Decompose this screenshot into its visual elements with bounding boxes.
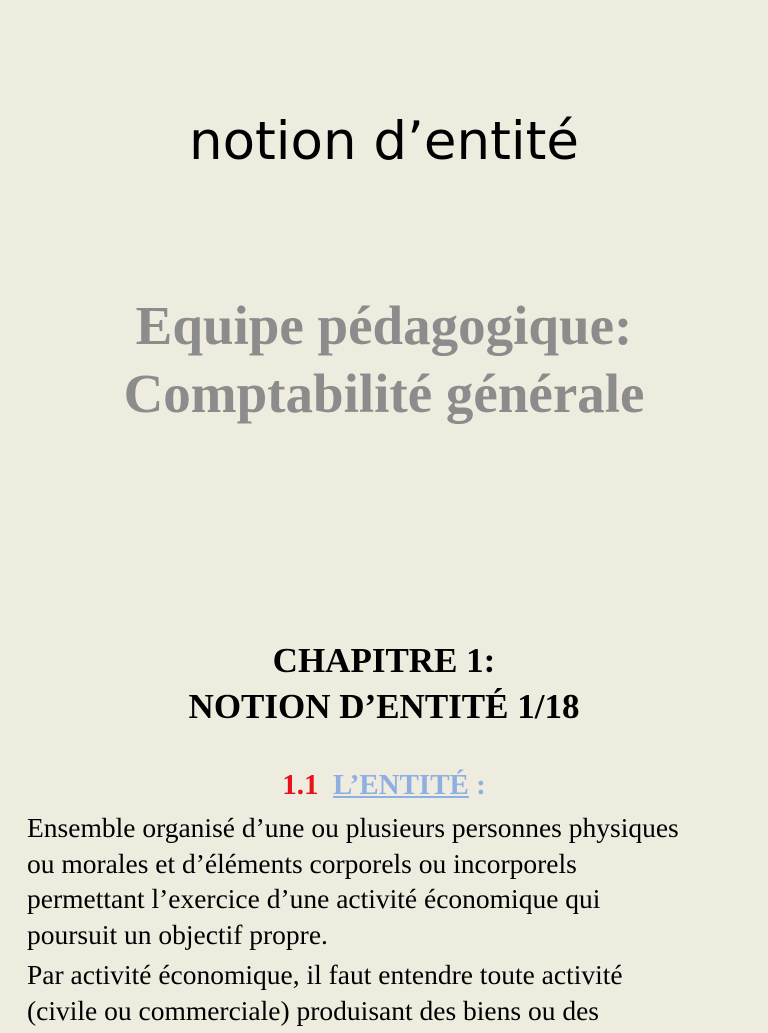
paragraph-definition [27,810,752,952]
chapter-line-1: CHAPITRE 1: [272,641,496,680]
chapter-line-2: NOTION D’ENTITÉ 1/18 [188,687,580,726]
chapter-heading [0,638,768,730]
section-colon: : [468,769,486,801]
slide-title: notion d’entité [189,111,579,172]
paragraph-line: poursuit un objectif propre. [27,918,328,950]
subtitle-line-1: Equipe pédagogique: [135,295,633,356]
body-text [27,810,752,1033]
paragraph-economic-activity [27,957,752,1028]
section-number: 1.1 [282,769,319,801]
subtitle [0,292,768,428]
subtitle-line-2: Comptabilité générale [123,363,645,424]
paragraph-line: Par activité économique, il faut entendre toute activité [27,959,623,990]
paragraph-line: (civile ou commerciale) produisant des biens ou des [27,994,599,1026]
paragraph-line: ou morales et d’éléments corporels ou incorporels [27,847,577,879]
paragraph-line: permettant l’exercice d’une activité économique qui [27,883,601,914]
paragraph-line: Ensemble organisé d’une ou plusieurs personnes physiques [27,812,679,843]
section-heading [0,765,768,805]
section-link[interactable]: L’ENTITÉ [332,769,469,801]
